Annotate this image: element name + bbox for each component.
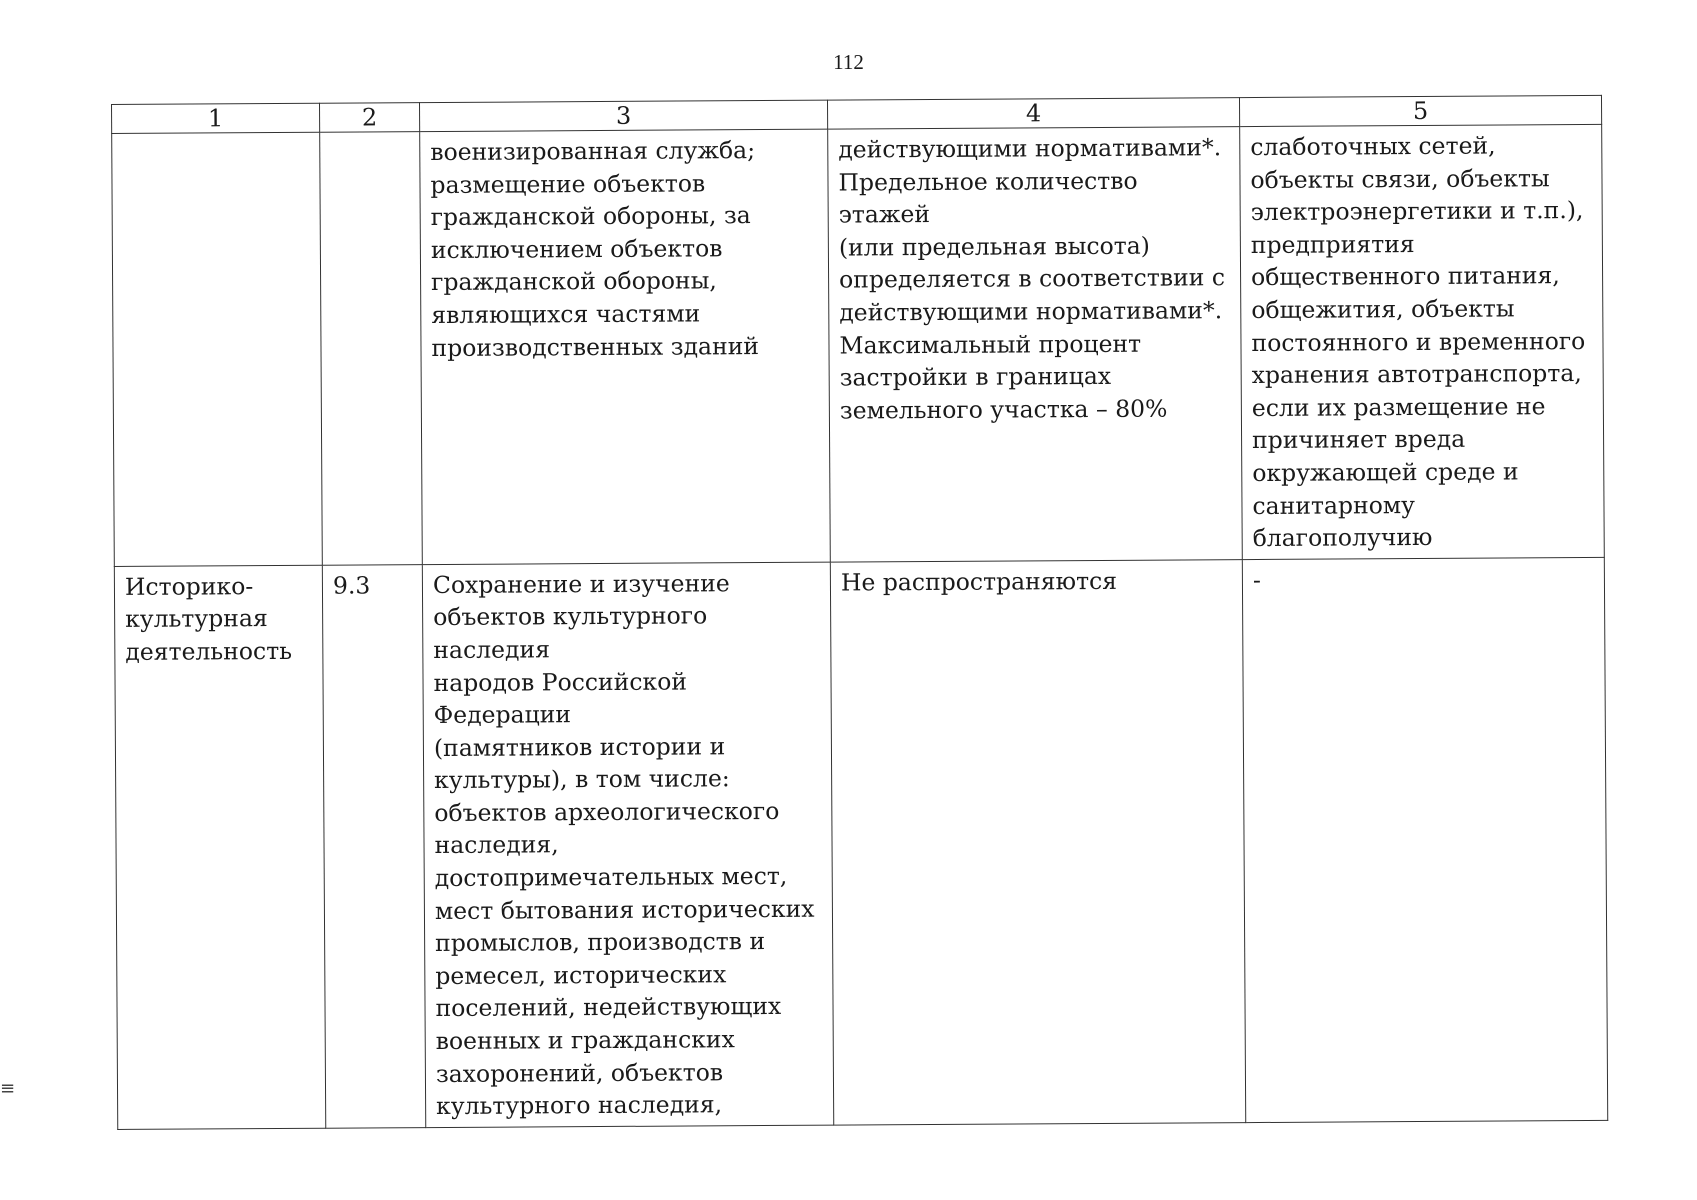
cell-code xyxy=(320,132,423,565)
header-cell-2: 2 xyxy=(319,103,419,133)
cell-parameters: действующими нормативами*. Предельное количество этажей (или предельная высота) определяется в соответствии с действующими нормативами*. Максимальный процент застройки в границах земельного участка – 80% xyxy=(828,127,1243,562)
cell-use-type xyxy=(112,132,323,566)
cell-use-type: Историко- культурная деятельность xyxy=(114,565,325,1129)
cell-description: Сохранение и изучение объектов культурного наследия народов Российской Федерации (памятников истории и культуры), в том числе: объектов археологического наследия, достопримечательных мест, мест бытования исторических промыслов, производств и ремесел, исторических поселений, недействующих военных и гражданских захоронений, объектов культурного наследия, xyxy=(422,562,833,1128)
cell-auxiliary-uses: - xyxy=(1242,557,1607,1122)
header-cell-3: 3 xyxy=(419,100,827,131)
page-number: 112 xyxy=(833,50,864,74)
cell-auxiliary-uses: слаботочных сетей, объекты связи, объекты электроэнергетики и т.п.), предприятия общественного питания, общежития, объекты постоянного и временного хранения автотранспорта, если их размещение не причиняет вреда окружающей среде и санитарному благополучию xyxy=(1240,124,1605,559)
table-row xyxy=(114,557,1607,1129)
table-row xyxy=(112,124,1605,566)
header-cell-5: 5 xyxy=(1239,95,1601,126)
scan-edge-mark: ≡ xyxy=(0,1078,16,1099)
header-cell-4: 4 xyxy=(827,98,1239,130)
cell-description: военизированная служба; размещение объектов гражданской обороны, за исключением объектов гражданской обороны, являющихся частями производственных зданий xyxy=(420,129,831,564)
header-cell-1: 1 xyxy=(112,103,320,133)
cell-code: 9.3 xyxy=(322,564,425,1128)
cell-parameters: Не распространяются xyxy=(830,559,1245,1125)
regulations-table xyxy=(111,95,1608,1130)
